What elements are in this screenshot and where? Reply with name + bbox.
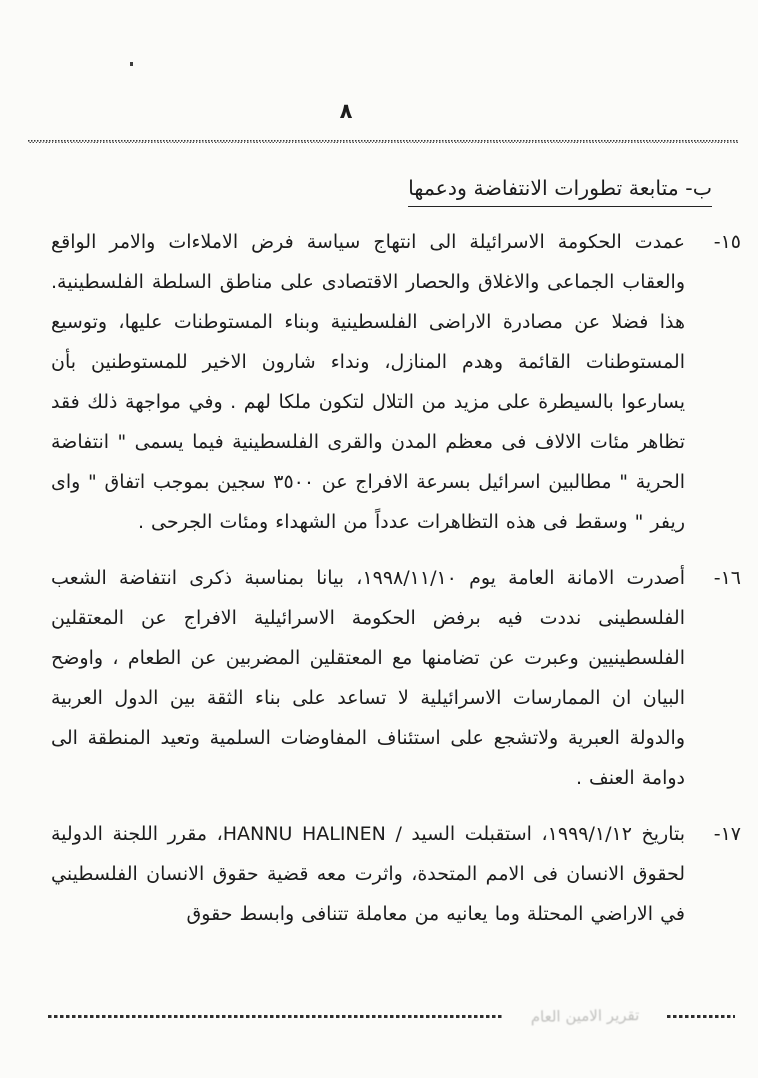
section-heading-wrap xyxy=(408,176,712,207)
paragraph-text: أصدرت الامانة العامة يوم ١٩٩٨/١١/١٠، بيانا بمناسبة ذكرى انتفاضة الشعب الفلسطينى نددت فيه برفض الحكومة الاسرائيلية الافراج عن المعتقلين الفلسطينيين وعبرت عن تضامنها مع المعتقلين المضربين عن الطعام ، واوضح البيان ان الممارسات الاسرائيلية لا تساعد على بناء الثقة بين الدول العربية والدولة العبرية ولاتشجع على استئناف المفاوضات السلمية وتعيد المنطقة الى دوامة العنف . xyxy=(51,567,685,789)
page-number: ٨ xyxy=(339,99,353,123)
footer-dashed-rule-long xyxy=(48,1015,504,1018)
ink-speck xyxy=(130,62,133,66)
document-body xyxy=(51,222,741,950)
footer-stamp-text: تقرير الامين العام xyxy=(530,1006,640,1026)
top-dotted-rule xyxy=(28,140,738,143)
paragraph-number: ١٦- xyxy=(713,567,741,589)
paragraph-text: بتاريخ ١٩٩٩/١/١٢، استقبلت السيد / HANNU HALINEN، مقرر اللجنة الدولية لحقوق الانسان فى الامم المتحدة، واثرت معه قضية حقوق الانسان الفلسطيني في الاراضي المحتلة وما يعانيه من معاملة تتنافى وابسط حقوق xyxy=(51,823,686,925)
footer-dashed-rule-short xyxy=(667,1015,735,1018)
paragraph-16 xyxy=(51,558,741,798)
section-heading: ب- متابعة تطورات الانتفاضة ودعمها xyxy=(408,176,712,207)
paragraph-15 xyxy=(51,222,741,542)
paragraph-17 xyxy=(51,814,741,934)
paragraph-number: ١٥- xyxy=(713,231,741,253)
paragraph-number: ١٧- xyxy=(713,823,741,845)
paragraph-text: عمدت الحكومة الاسرائيلة الى انتهاج سياسة فرض الاملاءات والامر الواقع والعقاب الجماعى والاغلاق والحصار الاقتصادى على مناطق السلطة الفلسطينية. هذا فضلا عن مصادرة الاراضى الفلسطينية وبناء المستوطنات عليها، وتوسيع المستوطنات القائمة وهدم المنازل، ونداء شارون الاخير للمستوطنين بأن يسارعوا بالسيطرة على مزيد من التلال لتكون ملكا لهم . وفي مواجهة ذلك فقد تظاهر مئات الالاف فى معظم المدن والقرى الفلسطينية فيما يسمى " انتفاضة الحرية " مطالبين اسرائيل بسرعة الافراج عن ٣٥٠٠ سجين بموجب اتفاق " واى ريفر " وسقط فى هذه التظاهرات عدداً من الشهداء ومئات الجرحى . xyxy=(51,231,686,533)
